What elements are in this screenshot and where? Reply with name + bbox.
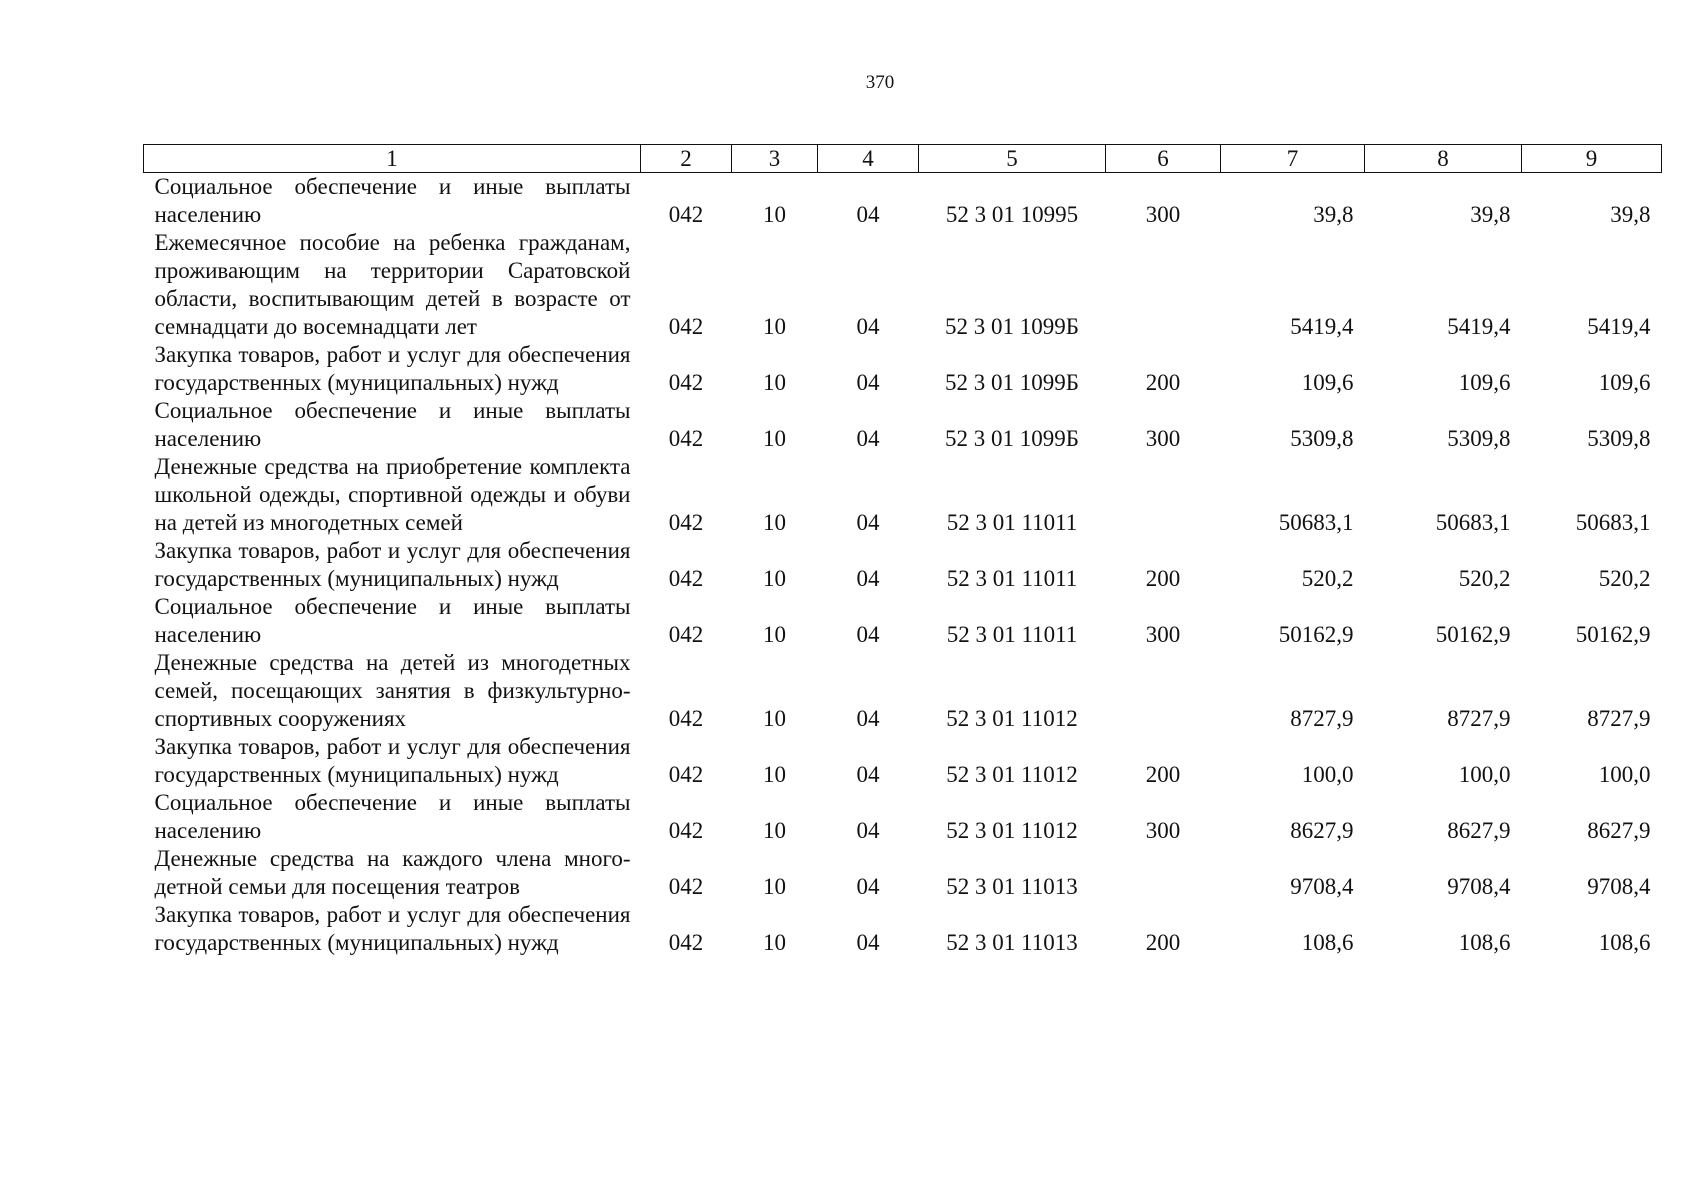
column-header: 2 xyxy=(641,145,732,173)
cell-ministry-code: 042 xyxy=(668,426,704,451)
row-description: Денежные средства на детей из многодетных семей, посещающих занятия в физкультурно-спортивных сооружениях xyxy=(154,650,631,731)
cell-amount-8: 8627,9 xyxy=(1447,818,1511,843)
table-row xyxy=(144,229,1662,341)
cell-amount-9: 50683,1 xyxy=(1575,510,1651,535)
cell-ministry-code: 042 xyxy=(668,510,704,535)
row-description: Социальное обеспечение и иные выплаты населению xyxy=(154,790,631,843)
cell-section-code: 10 xyxy=(763,370,786,395)
column-header: 1 xyxy=(144,145,641,173)
table-row xyxy=(144,537,1662,593)
cell-amount-7: 39,8 xyxy=(1313,202,1354,227)
column-header: 9 xyxy=(1522,145,1662,173)
column-header: 3 xyxy=(732,145,818,173)
cell-amount-8: 109,6 xyxy=(1458,370,1511,395)
budget-table xyxy=(143,144,1662,957)
cell-amount-9: 8627,9 xyxy=(1587,818,1651,843)
column-number-row xyxy=(144,145,1662,173)
cell-amount-7: 9708,4 xyxy=(1290,874,1354,899)
cell-section-code: 10 xyxy=(763,706,786,731)
cell-expense-type: 300 xyxy=(1145,622,1181,647)
cell-section-code: 10 xyxy=(763,510,786,535)
cell-target-article: 52 3 01 1099Б xyxy=(945,370,1079,395)
cell-subsection-code: 04 xyxy=(856,510,880,535)
cell-subsection-code: 04 xyxy=(856,426,880,451)
cell-amount-7: 5419,4 xyxy=(1290,314,1354,339)
cell-amount-7: 100,0 xyxy=(1301,762,1354,787)
column-header: 4 xyxy=(818,145,919,173)
row-description: Денежные средства на каждого члена многодетной семьи для посещения театров xyxy=(154,846,631,899)
page-number: 370 xyxy=(865,72,895,93)
cell-section-code: 10 xyxy=(763,426,786,451)
cell-ministry-code: 042 xyxy=(668,202,704,227)
cell-ministry-code: 042 xyxy=(668,566,704,591)
cell-expense-type xyxy=(1106,453,1221,537)
cell-amount-8: 39,8 xyxy=(1470,202,1511,227)
table-body xyxy=(144,173,1662,958)
cell-ministry-code: 042 xyxy=(668,370,704,395)
cell-expense-type: 200 xyxy=(1145,566,1181,591)
cell-ministry-code: 042 xyxy=(668,706,704,731)
table-row xyxy=(144,845,1662,901)
table-row xyxy=(144,901,1662,957)
cell-amount-9: 5419,4 xyxy=(1587,314,1651,339)
cell-expense-type: 200 xyxy=(1145,370,1181,395)
cell-amount-7: 5309,8 xyxy=(1290,426,1354,451)
column-header: 7 xyxy=(1221,145,1365,173)
cell-amount-7: 8627,9 xyxy=(1290,818,1354,843)
cell-ministry-code: 042 xyxy=(668,930,704,955)
row-description: Социальное обеспечение и иные выплаты населению xyxy=(154,594,631,647)
cell-amount-9: 39,8 xyxy=(1610,202,1651,227)
cell-amount-8: 5309,8 xyxy=(1447,426,1511,451)
column-header: 8 xyxy=(1365,145,1522,173)
cell-expense-type xyxy=(1106,229,1221,341)
row-description: Ежемесячное пособие на ребенка гражданам, проживающим на территории Саратовской области, воспитывающим детей в возрасте от семнадцати до восемнадцати лет xyxy=(154,230,631,339)
table-row xyxy=(144,341,1662,397)
cell-amount-7: 50162,9 xyxy=(1278,622,1354,647)
cell-amount-7: 108,6 xyxy=(1301,930,1354,955)
cell-subsection-code: 04 xyxy=(856,874,880,899)
cell-amount-8: 100,0 xyxy=(1458,762,1511,787)
cell-amount-9: 5309,8 xyxy=(1587,426,1651,451)
cell-amount-8: 5419,4 xyxy=(1447,314,1511,339)
table-row xyxy=(144,733,1662,789)
row-description: Закупка товаров, работ и услуг для обеспечения государственных (муниципальных) нужд xyxy=(154,734,631,787)
cell-amount-8: 50683,1 xyxy=(1435,510,1511,535)
cell-ministry-code: 042 xyxy=(668,314,704,339)
cell-expense-type xyxy=(1106,649,1221,733)
cell-subsection-code: 04 xyxy=(856,202,880,227)
row-description: Социальное обеспечение и иные выплаты населению xyxy=(154,398,631,451)
cell-amount-7: 109,6 xyxy=(1301,370,1354,395)
cell-amount-8: 8727,9 xyxy=(1447,706,1511,731)
cell-section-code: 10 xyxy=(763,202,786,227)
cell-amount-9: 108,6 xyxy=(1598,930,1651,955)
row-description: Социальное обеспечение и иные выплаты населению xyxy=(154,174,631,227)
cell-subsection-code: 04 xyxy=(856,622,880,647)
cell-amount-8: 108,6 xyxy=(1458,930,1511,955)
cell-target-article: 52 3 01 11011 xyxy=(946,510,1078,535)
row-description: Закупка товаров, работ и услуг для обеспечения государственных (муниципальных) нужд xyxy=(154,902,631,955)
cell-amount-9: 520,2 xyxy=(1598,566,1651,591)
cell-amount-8: 9708,4 xyxy=(1447,874,1511,899)
cell-amount-7: 8727,9 xyxy=(1290,706,1354,731)
cell-subsection-code: 04 xyxy=(856,818,880,843)
cell-expense-type: 300 xyxy=(1145,818,1181,843)
cell-section-code: 10 xyxy=(763,314,786,339)
cell-amount-7: 520,2 xyxy=(1301,566,1354,591)
cell-expense-type xyxy=(1106,845,1221,901)
cell-target-article: 52 3 01 1099Б xyxy=(945,426,1079,451)
table-row xyxy=(144,173,1662,230)
cell-target-article: 52 3 01 11012 xyxy=(946,706,1078,731)
cell-amount-9: 8727,9 xyxy=(1587,706,1651,731)
cell-section-code: 10 xyxy=(763,874,786,899)
cell-target-article: 52 3 01 11011 xyxy=(946,622,1078,647)
table-row xyxy=(144,789,1662,845)
cell-amount-9: 100,0 xyxy=(1598,762,1651,787)
cell-amount-7: 50683,1 xyxy=(1278,510,1354,535)
cell-target-article: 52 3 01 1099Б xyxy=(945,314,1079,339)
cell-target-article: 52 3 01 11013 xyxy=(946,930,1078,955)
table-row xyxy=(144,593,1662,649)
cell-expense-type: 200 xyxy=(1145,930,1181,955)
cell-target-article: 52 3 01 11012 xyxy=(946,818,1078,843)
column-header: 5 xyxy=(919,145,1106,173)
cell-ministry-code: 042 xyxy=(668,874,704,899)
cell-amount-8: 520,2 xyxy=(1458,566,1511,591)
cell-section-code: 10 xyxy=(763,566,786,591)
cell-section-code: 10 xyxy=(763,818,786,843)
cell-ministry-code: 042 xyxy=(668,818,704,843)
cell-target-article: 52 3 01 11011 xyxy=(946,566,1078,591)
cell-subsection-code: 04 xyxy=(856,566,880,591)
column-header: 6 xyxy=(1106,145,1221,173)
cell-expense-type: 200 xyxy=(1145,762,1181,787)
cell-subsection-code: 04 xyxy=(856,762,880,787)
cell-subsection-code: 04 xyxy=(856,314,880,339)
cell-subsection-code: 04 xyxy=(856,706,880,731)
cell-amount-8: 50162,9 xyxy=(1435,622,1511,647)
cell-target-article: 52 3 01 11013 xyxy=(946,874,1078,899)
cell-expense-type: 300 xyxy=(1145,202,1181,227)
table-row xyxy=(144,397,1662,453)
cell-target-article: 52 3 01 11012 xyxy=(946,762,1078,787)
cell-amount-9: 109,6 xyxy=(1598,370,1651,395)
table-row xyxy=(144,649,1662,733)
cell-subsection-code: 04 xyxy=(856,370,880,395)
cell-target-article: 52 3 01 10995 xyxy=(945,202,1079,227)
cell-subsection-code: 04 xyxy=(856,930,880,955)
cell-amount-9: 50162,9 xyxy=(1575,622,1651,647)
cell-ministry-code: 042 xyxy=(668,762,704,787)
cell-expense-type: 300 xyxy=(1145,426,1181,451)
row-description: Закупка товаров, работ и услуг для обеспечения государственных (муниципальных) нужд xyxy=(154,538,631,591)
cell-section-code: 10 xyxy=(763,762,786,787)
cell-amount-9: 9708,4 xyxy=(1587,874,1651,899)
row-description: Закупка товаров, работ и услуг для обеспечения государственных (муниципальных) нужд xyxy=(154,342,631,395)
cell-section-code: 10 xyxy=(763,930,786,955)
cell-section-code: 10 xyxy=(763,622,786,647)
table-row xyxy=(144,453,1662,537)
row-description: Денежные средства на приобретение комплекта школьной одежды, спортивной одежды и обуви на детей из многодетных семей xyxy=(154,454,631,535)
cell-ministry-code: 042 xyxy=(668,622,704,647)
